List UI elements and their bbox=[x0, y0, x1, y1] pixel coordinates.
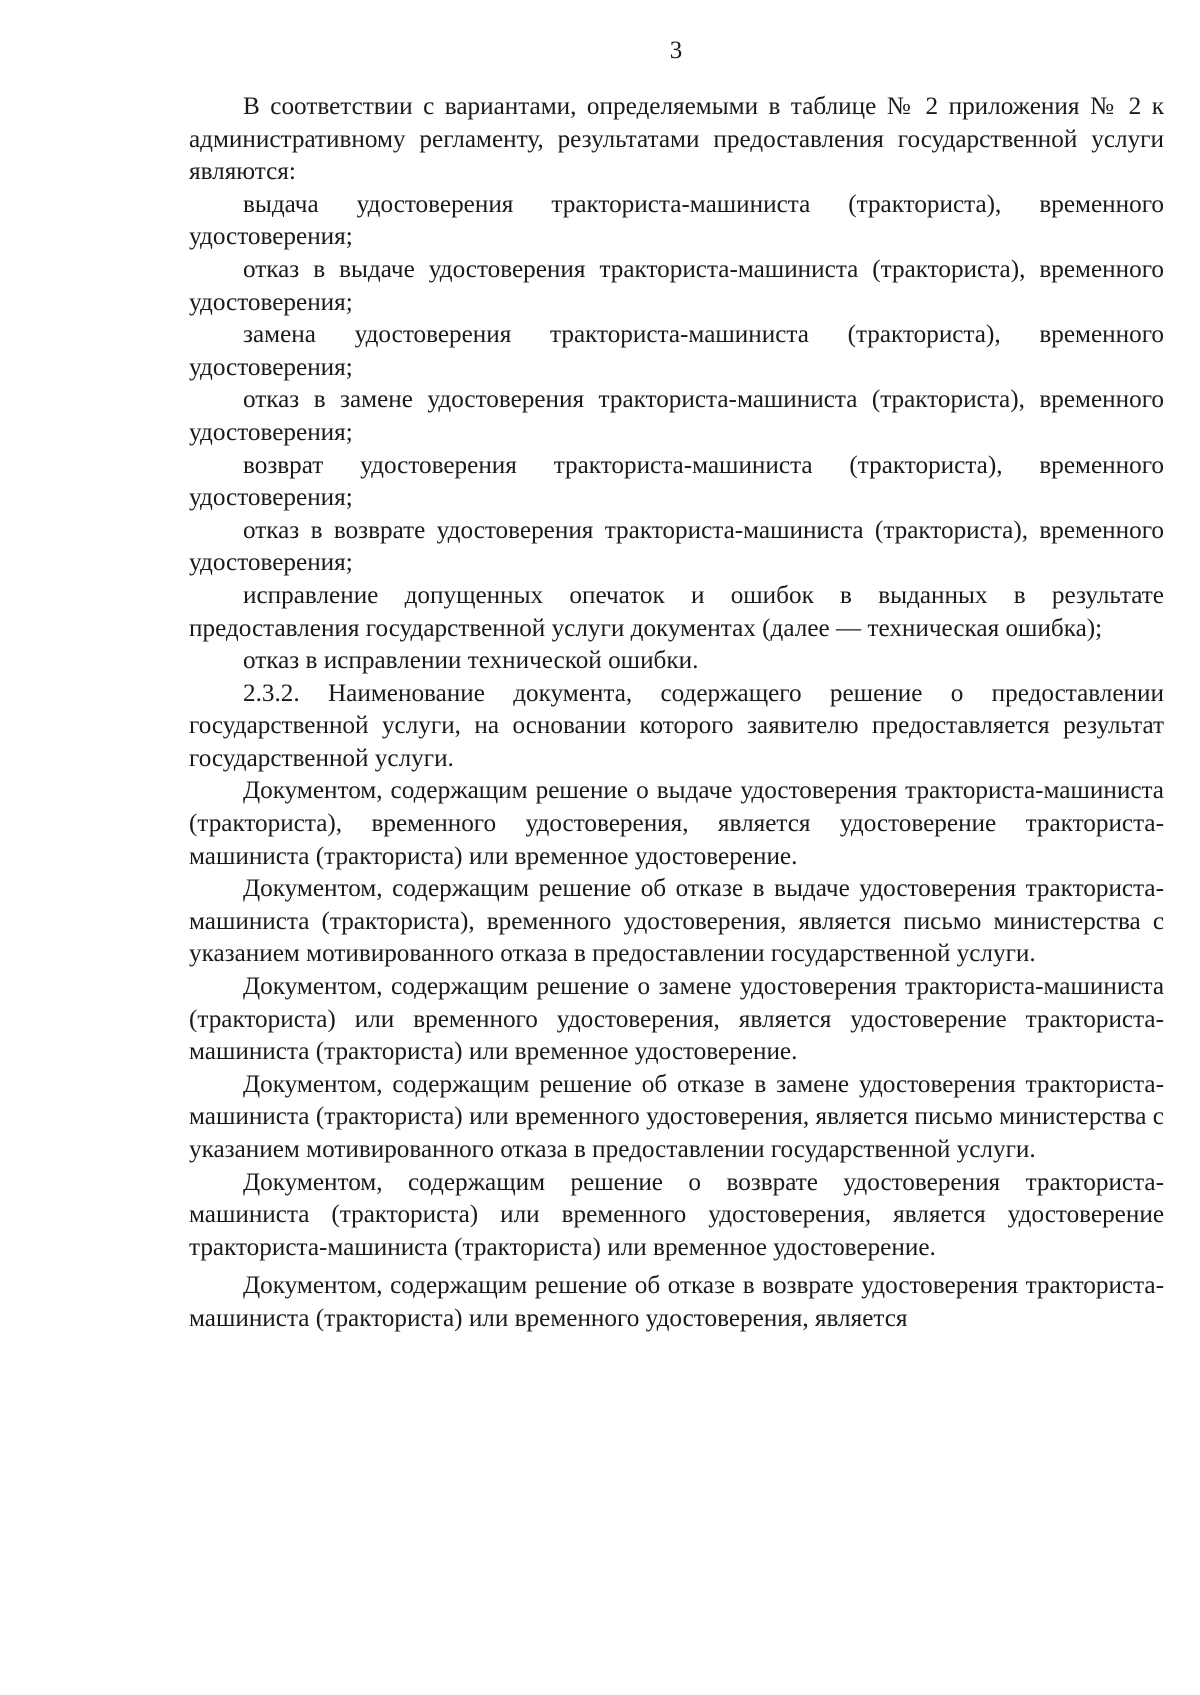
section-2-3-2-heading: 2.3.2. Наименование документа, содержащего решение о предоставлении государственной услуги, на основании которого заявителю предоставляется результат государственной услуги. bbox=[189, 679, 1164, 772]
paragraph-results-intro: В соответствии с вариантами, определяемыми в таблице № 2 приложения № 2 к административному регламенту, результатами предоставления государственной услуги являются: bbox=[189, 93, 1164, 186]
document-body bbox=[189, 91, 1164, 1336]
paragraph-replacement-refusal-decision: Документом, содержащим решение об отказе в замене удостоверения тракториста-машиниста (тракториста) или временного удостоверения, является письмо министерства с указанием мотивированного отказа в предоставлении государственной услуги. bbox=[189, 1070, 1164, 1163]
page-number: 3 bbox=[669, 37, 683, 64]
paragraph-return-refusal-decision: Документом, содержащим решение об отказе в возврате удостоверения тракториста-машиниста (тракториста) или временного удостоверения, является bbox=[189, 1272, 1164, 1332]
list-item-replacement: замена удостоверения тракториста-машиниста (тракториста), временного удостоверения; bbox=[189, 321, 1164, 381]
list-item-issue: выдача удостоверения тракториста-машиниста (тракториста), временного удостоверения; bbox=[189, 190, 1164, 251]
paragraph-issue-decision: Документом, содержащим решение о выдаче удостоверения тракториста-машиниста (тракториста), временного удостоверения, является удостоверение тракториста-машиниста (тракториста) или временное удостоверение. bbox=[189, 777, 1164, 870]
paragraph-return-decision: Документом, содержащим решение о возврате удостоверения тракториста-машиниста (тракториста) или временного удостоверения, является удостоверение тракториста-машиниста (тракториста) или временное удостоверение. bbox=[189, 1168, 1164, 1261]
paragraph-replacement-decision: Документом, содержащим решение о замене удостоверения тракториста-машиниста (тракториста) или временного удостоверения, является удостоверение тракториста-машиниста (тракториста) или временное удостоверение. bbox=[189, 973, 1164, 1066]
list-item-replacement-refusal: отказ в замене удостоверения тракториста-машиниста (тракториста), временного удостоверения; bbox=[189, 386, 1164, 446]
list-item-return: возврат удостоверения тракториста-машиниста (тракториста), временного удостоверения; bbox=[189, 451, 1164, 512]
list-item-issue-refusal: отказ в выдаче удостоверения тракториста-машиниста (тракториста), временного удостоверения; bbox=[189, 255, 1164, 316]
list-item-error-correction-refusal: отказ в исправлении технической ошибки. bbox=[243, 647, 699, 675]
paragraph-issue-refusal-decision: Документом, содержащим решение об отказе в выдаче удостоверения тракториста-машиниста (тракториста), временного удостоверения, является письмо министерства с указанием мотивированного отказа в предоставлении государственной услуги. bbox=[189, 875, 1164, 968]
list-item-return-refusal: отказ в возврате удостоверения тракториста-машиниста (тракториста), временного удостоверения; bbox=[189, 516, 1164, 577]
list-item-error-correction: исправление допущенных опечаток и ошибок в выданных в результате предоставления государственной услуги документах (далее — техническая ошибка); bbox=[189, 581, 1164, 642]
